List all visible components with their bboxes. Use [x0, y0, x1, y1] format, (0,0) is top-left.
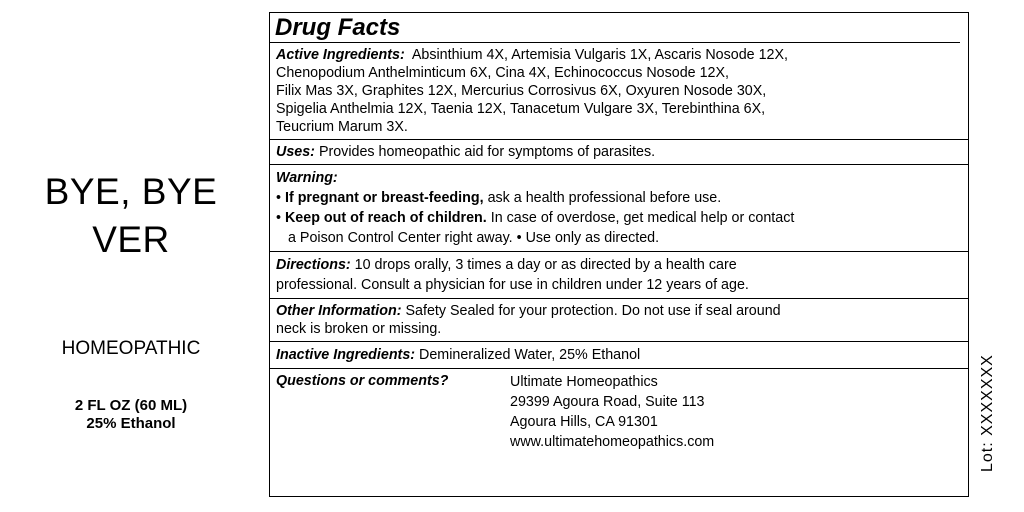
address-city: Agoura Hills, CA 91301	[510, 414, 658, 430]
directions-section	[270, 252, 968, 299]
inactive-ingredients-text: Demineralized Water, 25% Ethanol	[419, 347, 641, 363]
product-volume	[0, 397, 262, 433]
active-line-3: Filix Mas 3X, Graphites 12X, Mercurius Corrosivus 6X, Oxyuren Nosode 30X,	[276, 83, 767, 99]
product-type: HOMEOPATHIC	[61, 338, 201, 359]
uses-text: Provides homeopathic aid for symptoms of parasites.	[318, 144, 656, 160]
ethanol-text: 25% Ethanol	[86, 415, 176, 432]
warning-label: Warning:	[276, 170, 338, 186]
questions-label: Questions or comments?	[276, 373, 449, 389]
inactive-ingredients-section	[270, 342, 968, 369]
product-name-line2: VER	[92, 219, 170, 260]
inactive-ingredients-label: Inactive Ingredients:	[276, 347, 416, 363]
warning-bullet-2-bold: Keep out of reach of children.	[284, 210, 487, 226]
other-info-section	[270, 299, 968, 342]
active-ingredients-label: Active Ingredients:	[276, 47, 405, 63]
active-line-5: Teucrium Marum 3X.	[276, 119, 408, 135]
active-line-2: Chenopodium Anthelminticum 6X, Cina 4X, Echinococcus Nosode 12X,	[276, 65, 729, 81]
lot-number: Lot: XXXXXXX	[979, 354, 996, 472]
other-info-line-1: Safety Sealed for your protection. Do not use if seal around	[405, 303, 781, 319]
company-name: Ultimate Homeopathics	[510, 374, 658, 390]
active-line-1: Absinthium 4X, Artemisia Vulgaris 1X, Ascaris Nosode 12X,	[411, 47, 788, 63]
drug-facts-panel	[269, 12, 969, 497]
warning-bullet-2-line2: a Poison Control Center right away. • Use only as directed.	[288, 230, 660, 246]
uses-label: Uses:	[276, 144, 315, 160]
contact-info	[510, 372, 714, 452]
warning-section	[270, 165, 968, 252]
product-name-line1: BYE, BYE	[44, 171, 218, 212]
warning-bullet-1-bold: If pregnant or breast-feeding,	[284, 190, 484, 206]
active-ingredients-section	[270, 43, 968, 140]
directions-line-1: 10 drops orally, 3 times a day or as directed by a health care	[354, 257, 737, 273]
product-name	[0, 168, 262, 264]
other-info-label: Other Information:	[276, 303, 402, 319]
directions-line-2: professional. Consult a physician for use in children under 12 years of age.	[276, 277, 749, 293]
address-street: 29399 Agoura Road, Suite 113	[510, 394, 705, 410]
warning-bullet-1-text: ask a health professional before use.	[487, 190, 722, 206]
drug-facts-title: Drug Facts	[270, 13, 960, 43]
volume-text: 2 FL OZ (60 ML)	[74, 397, 188, 414]
questions-section	[270, 369, 968, 455]
other-info-line-2: neck is broken or missing.	[276, 321, 442, 337]
warning-bullet-2: • Keep out of reach of children. In case of overdose, get medical help or contact	[276, 210, 795, 226]
uses-section	[270, 140, 968, 165]
active-line-4: Spigelia Anthelmia 12X, Taenia 12X, Tanacetum Vulgare 3X, Terebinthina 6X,	[276, 101, 766, 117]
warning-bullet-2-text: In case of overdose, get medical help or contact	[490, 210, 795, 226]
website-url: www.ultimatehomeopathics.com	[510, 434, 715, 450]
warning-bullet-1: • If pregnant or breast-feeding, ask a health professional before use.	[276, 190, 722, 206]
directions-label: Directions:	[276, 257, 351, 273]
